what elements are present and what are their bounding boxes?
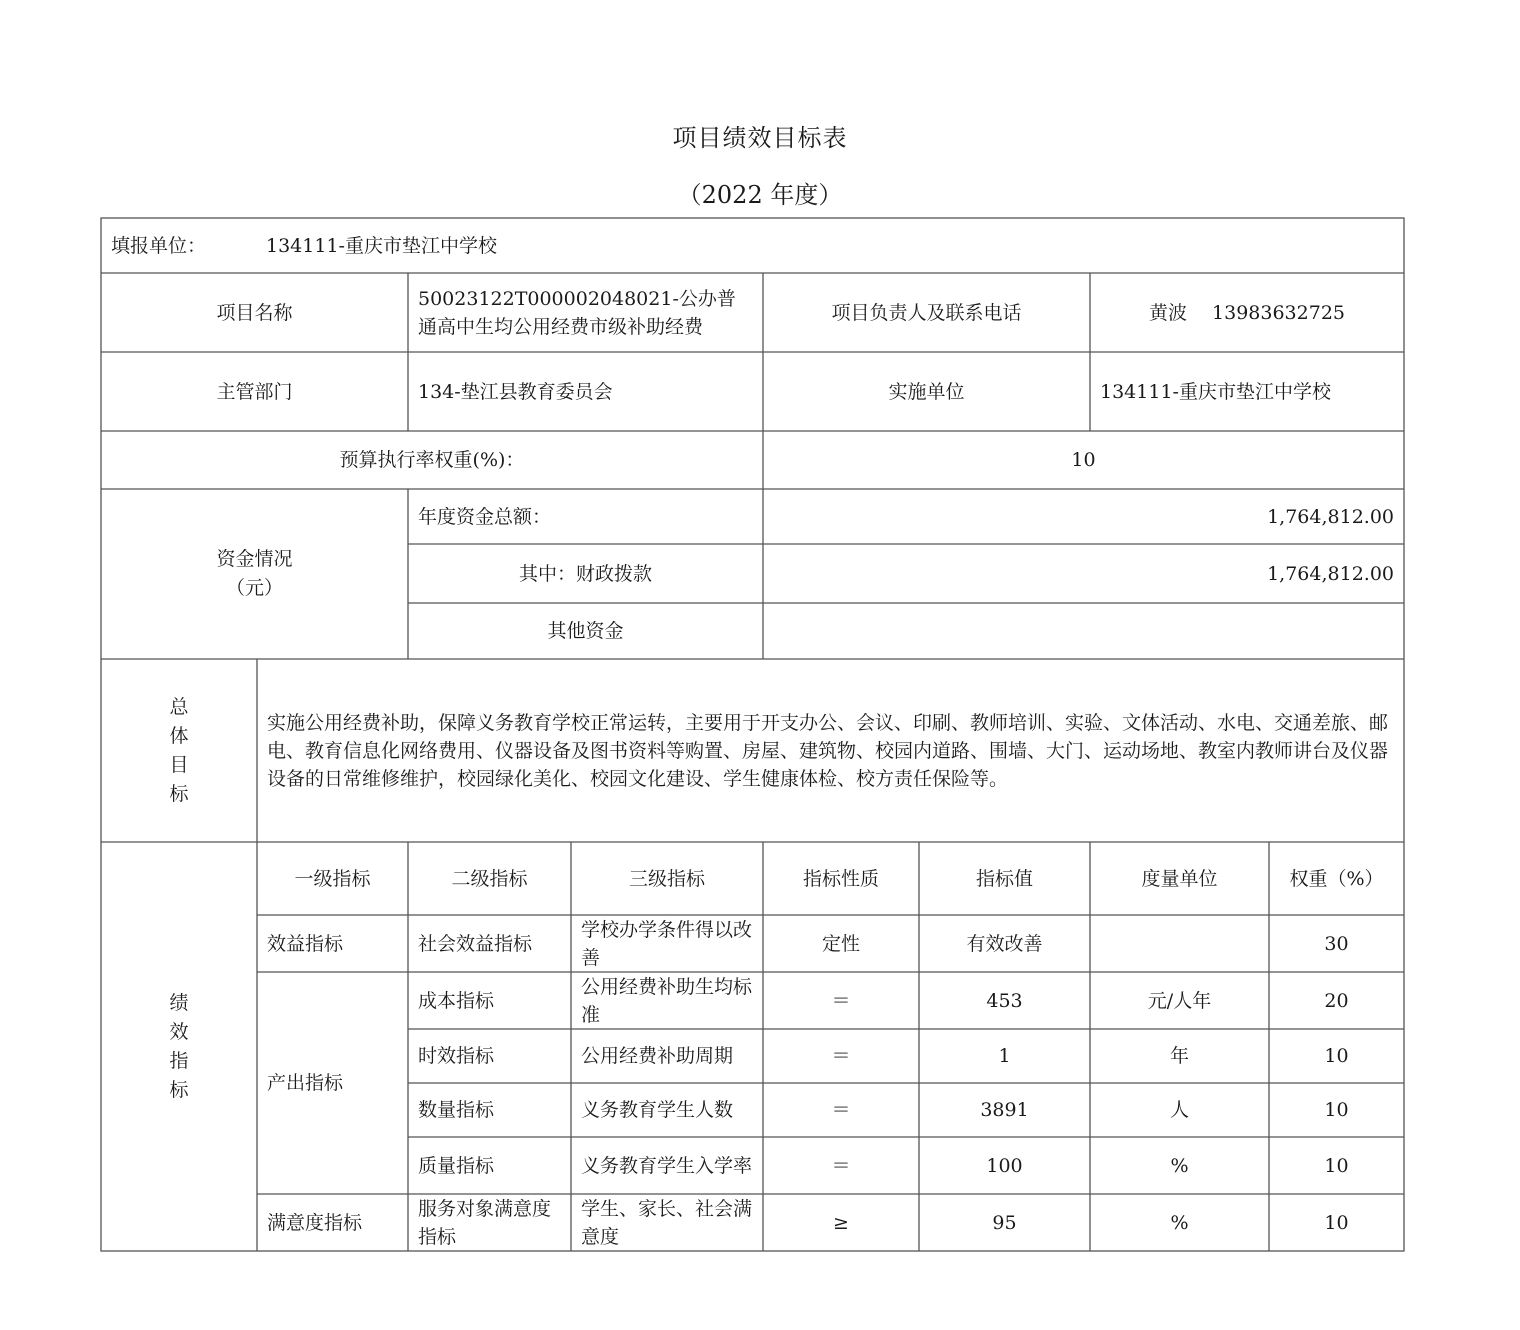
funds-fiscal-value: 1,764,812.00 <box>1267 562 1394 585</box>
funds-fiscal-label: 其中：财政拨款 <box>518 562 652 585</box>
row-nature: 定性 <box>821 932 860 955</box>
document-year: （2022 年度） <box>677 181 843 209</box>
row-level3: 义务教育学生入学率 <box>581 1154 753 1177</box>
row-value: 3891 <box>980 1099 1029 1121</box>
row-level2: 数量指标 <box>418 1099 495 1121</box>
goal-char: 总 <box>169 695 189 718</box>
row-weight: 10 <box>1324 1099 1349 1121</box>
row-value: 100 <box>986 1154 1023 1177</box>
dept-value: 134-垫江县教育委员会 <box>418 380 613 403</box>
level1-benefit: 效益指标 <box>267 932 344 955</box>
funds-label <box>101 489 408 659</box>
row-level2: 质量指标 <box>418 1154 495 1177</box>
project-name-label: 项目名称 <box>216 301 293 324</box>
indicators-char: 绩 <box>169 991 189 1014</box>
row-nature: ≥ <box>833 1211 849 1234</box>
row-level2: 服务对象满意度指标 <box>418 1197 552 1248</box>
header-weight: 权重（%） <box>1289 867 1384 890</box>
row-level2: 社会效益指标 <box>418 932 533 955</box>
goal-char: 体 <box>169 724 189 747</box>
impl-unit-value: 134111-重庆市垫江中学校 <box>1100 380 1331 403</box>
row-weight: 10 <box>1324 1211 1349 1234</box>
row-nature: ＝ <box>831 1045 851 1067</box>
header-nature: 指标性质 <box>802 867 879 890</box>
indicators-char: 指 <box>169 1049 189 1072</box>
row-level2: 时效指标 <box>418 1045 495 1067</box>
project-name-value: 50023122T000002048021-公办普通高中生均公用经费市级补助经费 <box>418 287 736 338</box>
funds-unit-text: （元） <box>225 577 283 599</box>
row-nature: ＝ <box>831 1154 851 1177</box>
row-unit: 年 <box>1169 1045 1189 1067</box>
level1-satisfaction: 满意度指标 <box>267 1211 363 1234</box>
row-unit <box>1090 915 1269 972</box>
budget-rate-value: 10 <box>1071 449 1096 471</box>
row-level2: 成本指标 <box>418 989 495 1012</box>
row-value: 有效改善 <box>966 932 1043 955</box>
funds-label-text: 资金情况 <box>216 548 293 570</box>
row-unit: 元/人年 <box>1147 989 1212 1012</box>
impl-unit-label: 实施单位 <box>888 380 965 403</box>
row-weight: 20 <box>1324 989 1349 1012</box>
dept-label: 主管部门 <box>216 380 293 403</box>
project-contact-value: 黄波 13983632725 <box>1148 301 1345 324</box>
row-value: 453 <box>986 989 1023 1012</box>
row-unit: 人 <box>1169 1099 1189 1121</box>
row-unit: % <box>1170 1211 1189 1234</box>
row-level3: 义务教育学生人数 <box>581 1099 734 1121</box>
row-level3: 公用经费补助生均标准 <box>581 975 753 1026</box>
row-weight: 10 <box>1324 1045 1349 1067</box>
funds-total-value: 1,764,812.00 <box>1267 505 1394 528</box>
row-unit: % <box>1170 1154 1189 1177</box>
indicators-char: 效 <box>169 1020 189 1043</box>
funds-other-label: 其他资金 <box>547 620 624 642</box>
row-nature: ＝ <box>831 989 851 1012</box>
row-weight: 10 <box>1324 1154 1349 1177</box>
header-value: 指标值 <box>975 867 1033 890</box>
header-level3: 三级指标 <box>628 867 705 890</box>
row-weight: 30 <box>1324 932 1349 955</box>
level1-output: 产出指标 <box>267 1072 344 1094</box>
row-level3: 学生、家长、社会满意度 <box>581 1197 753 1248</box>
header-unit: 度量单位 <box>1141 867 1218 890</box>
header-level1: 一级指标 <box>294 867 371 890</box>
filing-unit-label: 填报单位： <box>111 234 207 257</box>
row-level3: 学校办学条件得以改善 <box>581 918 753 969</box>
funds-total-label: 年度资金总额： <box>418 505 552 528</box>
row-value: 1 <box>998 1045 1011 1067</box>
row-level3: 公用经费补助周期 <box>581 1045 734 1067</box>
project-contact-label: 项目负责人及联系电话 <box>831 301 1022 324</box>
funds-other-value <box>763 603 1404 659</box>
goal-char: 标 <box>169 782 189 805</box>
indicators-char: 标 <box>169 1078 189 1101</box>
filing-unit-value: 134111-重庆市垫江中学校 <box>266 234 497 257</box>
document-title: 项目绩效目标表 <box>672 124 848 152</box>
header-level2: 二级指标 <box>451 867 528 890</box>
overall-goal-label <box>101 659 257 842</box>
goal-char: 目 <box>169 753 189 776</box>
budget-rate-label: 预算执行率权重(%)： <box>339 449 525 471</box>
row-value: 95 <box>992 1211 1017 1234</box>
overall-goal-text: 实施公用经费补助，保障义务教育学校正常运转，主要用于开支办公、会议、印刷、教师培训、实验、文体活动、水电、交通差旅、邮电、教育信息化网络费用、仪器设备及图书资料等购置、房屋、建筑物、校园内道路、围墙、大门、运动场地、教室内教师讲台及仪器设备的日常维修维护，校园绿化美化、校园文化建设、学生健康体检、校方责任保险等。 <box>267 711 1389 790</box>
row-nature: ＝ <box>831 1099 851 1121</box>
indicators-label <box>101 842 257 1251</box>
